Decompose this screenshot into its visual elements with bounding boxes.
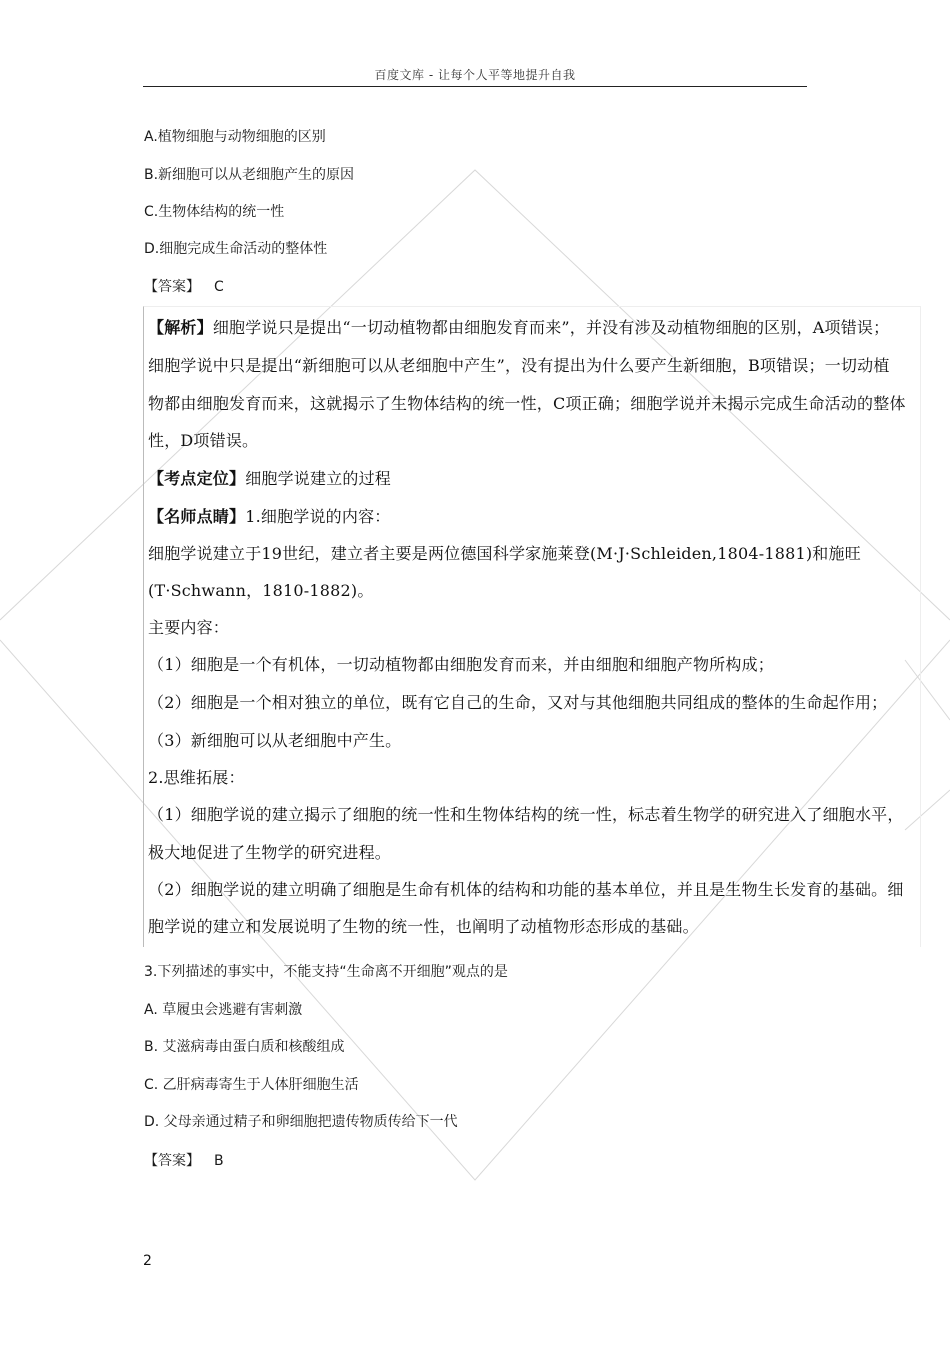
analysis-line: 细胞学说建立于19世纪，建立者主要是两位德国科学家施莱登(M·J·Schleiden,1804-1881)和施旺 — [148, 544, 861, 563]
q3-answer-value: B — [214, 1153, 224, 1169]
q2-answer-value: C — [214, 279, 224, 295]
q3-option-b: B. 艾滋病毒由蛋白质和核酸组成 — [144, 1039, 345, 1055]
analysis-line: (T·Schwann，1810-1882)。 — [148, 581, 374, 600]
header-divider — [143, 86, 807, 87]
analysis-line: 【名师点睛】1.细胞学说的内容： — [148, 507, 391, 526]
q3-option-d: D. 父母亲通过精子和卵细胞把遗传物质传给下一代 — [144, 1114, 458, 1130]
analysis-line: 主要内容： — [148, 618, 230, 637]
page-number: 2 — [143, 1253, 152, 1269]
page-header: 百度文库 - 让每个人平等地提升自我 — [374, 68, 576, 82]
q2-answer — [144, 276, 224, 296]
analysis-line: 物都由细胞发育而来，这就揭示了生物体结构的统一性，C项正确；细胞学说并未揭示完成生命活动的整体 — [148, 394, 906, 413]
q3-option-a: A. 草履虫会逃避有害刺激 — [144, 1002, 303, 1018]
q3-option-c: C. 乙肝病毒寄生于人体肝细胞生活 — [144, 1077, 359, 1093]
q2-option-d: D.细胞完成生命活动的整体性 — [144, 241, 328, 257]
analysis-line: 极大地促进了生物学的研究进程。 — [148, 843, 392, 862]
analysis-line: （3）新细胞可以从老细胞中产生。 — [148, 731, 402, 750]
q2-option-a: A.植物细胞与动物细胞的区别 — [144, 129, 326, 145]
q2-option-b: B.新细胞可以从老细胞产生的原因 — [144, 167, 355, 183]
analysis-line: 2.思维拓展： — [148, 768, 245, 787]
q3-answer — [144, 1150, 224, 1170]
analysis-line: （1）细胞学说的建立揭示了细胞的统一性和生物体结构的统一性，标志着生物学的研究进入了细胞水平， — [148, 805, 904, 824]
analysis-line: （2）细胞是一个相对独立的单位，既有它自己的生命，又对与其他细胞共同组成的整体的生命起作用； — [148, 693, 888, 712]
q3-stem: 3.下列描述的事实中，不能支持“生命离不开细胞”观点的是 — [144, 964, 508, 980]
analysis-line: （2）细胞学说的建立明确了细胞是生命有机体的结构和功能的基本单位，并且是生物生长发育的基础。细 — [148, 880, 904, 899]
analysis-line: 性，D项错误。 — [148, 431, 259, 450]
analysis-line: 胞学说的建立和发展说明了生物的统一性，也阐明了动植物形态形成的基础。 — [148, 917, 699, 936]
analysis-line: （1）细胞是一个有机体，一切动植物都由细胞发育而来，并由细胞和细胞产物所构成； — [148, 655, 774, 674]
analysis-heading: 【解析】 — [148, 318, 213, 337]
exam-point-heading: 【考点定位】 — [148, 469, 246, 488]
q2-option-c: C.生物体结构的统一性 — [144, 204, 285, 220]
teacher-notes-heading: 【名师点睛】 — [148, 507, 246, 526]
q3-answer-label: 【答案】 — [144, 1153, 200, 1169]
q2-answer-label: 【答案】 — [144, 279, 200, 295]
analysis-line: 【考点定位】细胞学说建立的过程 — [148, 469, 392, 488]
analysis-line: 【解析】细胞学说只是提出“一切动植物都由细胞发育而来”，并没有涉及动植物细胞的区别，A项错误； — [148, 318, 890, 337]
analysis-line: 细胞学说中只是提出“新细胞可以从老细胞中产生”，没有提出为什么要产生新细胞，B项错误；一切动植 — [148, 356, 890, 375]
